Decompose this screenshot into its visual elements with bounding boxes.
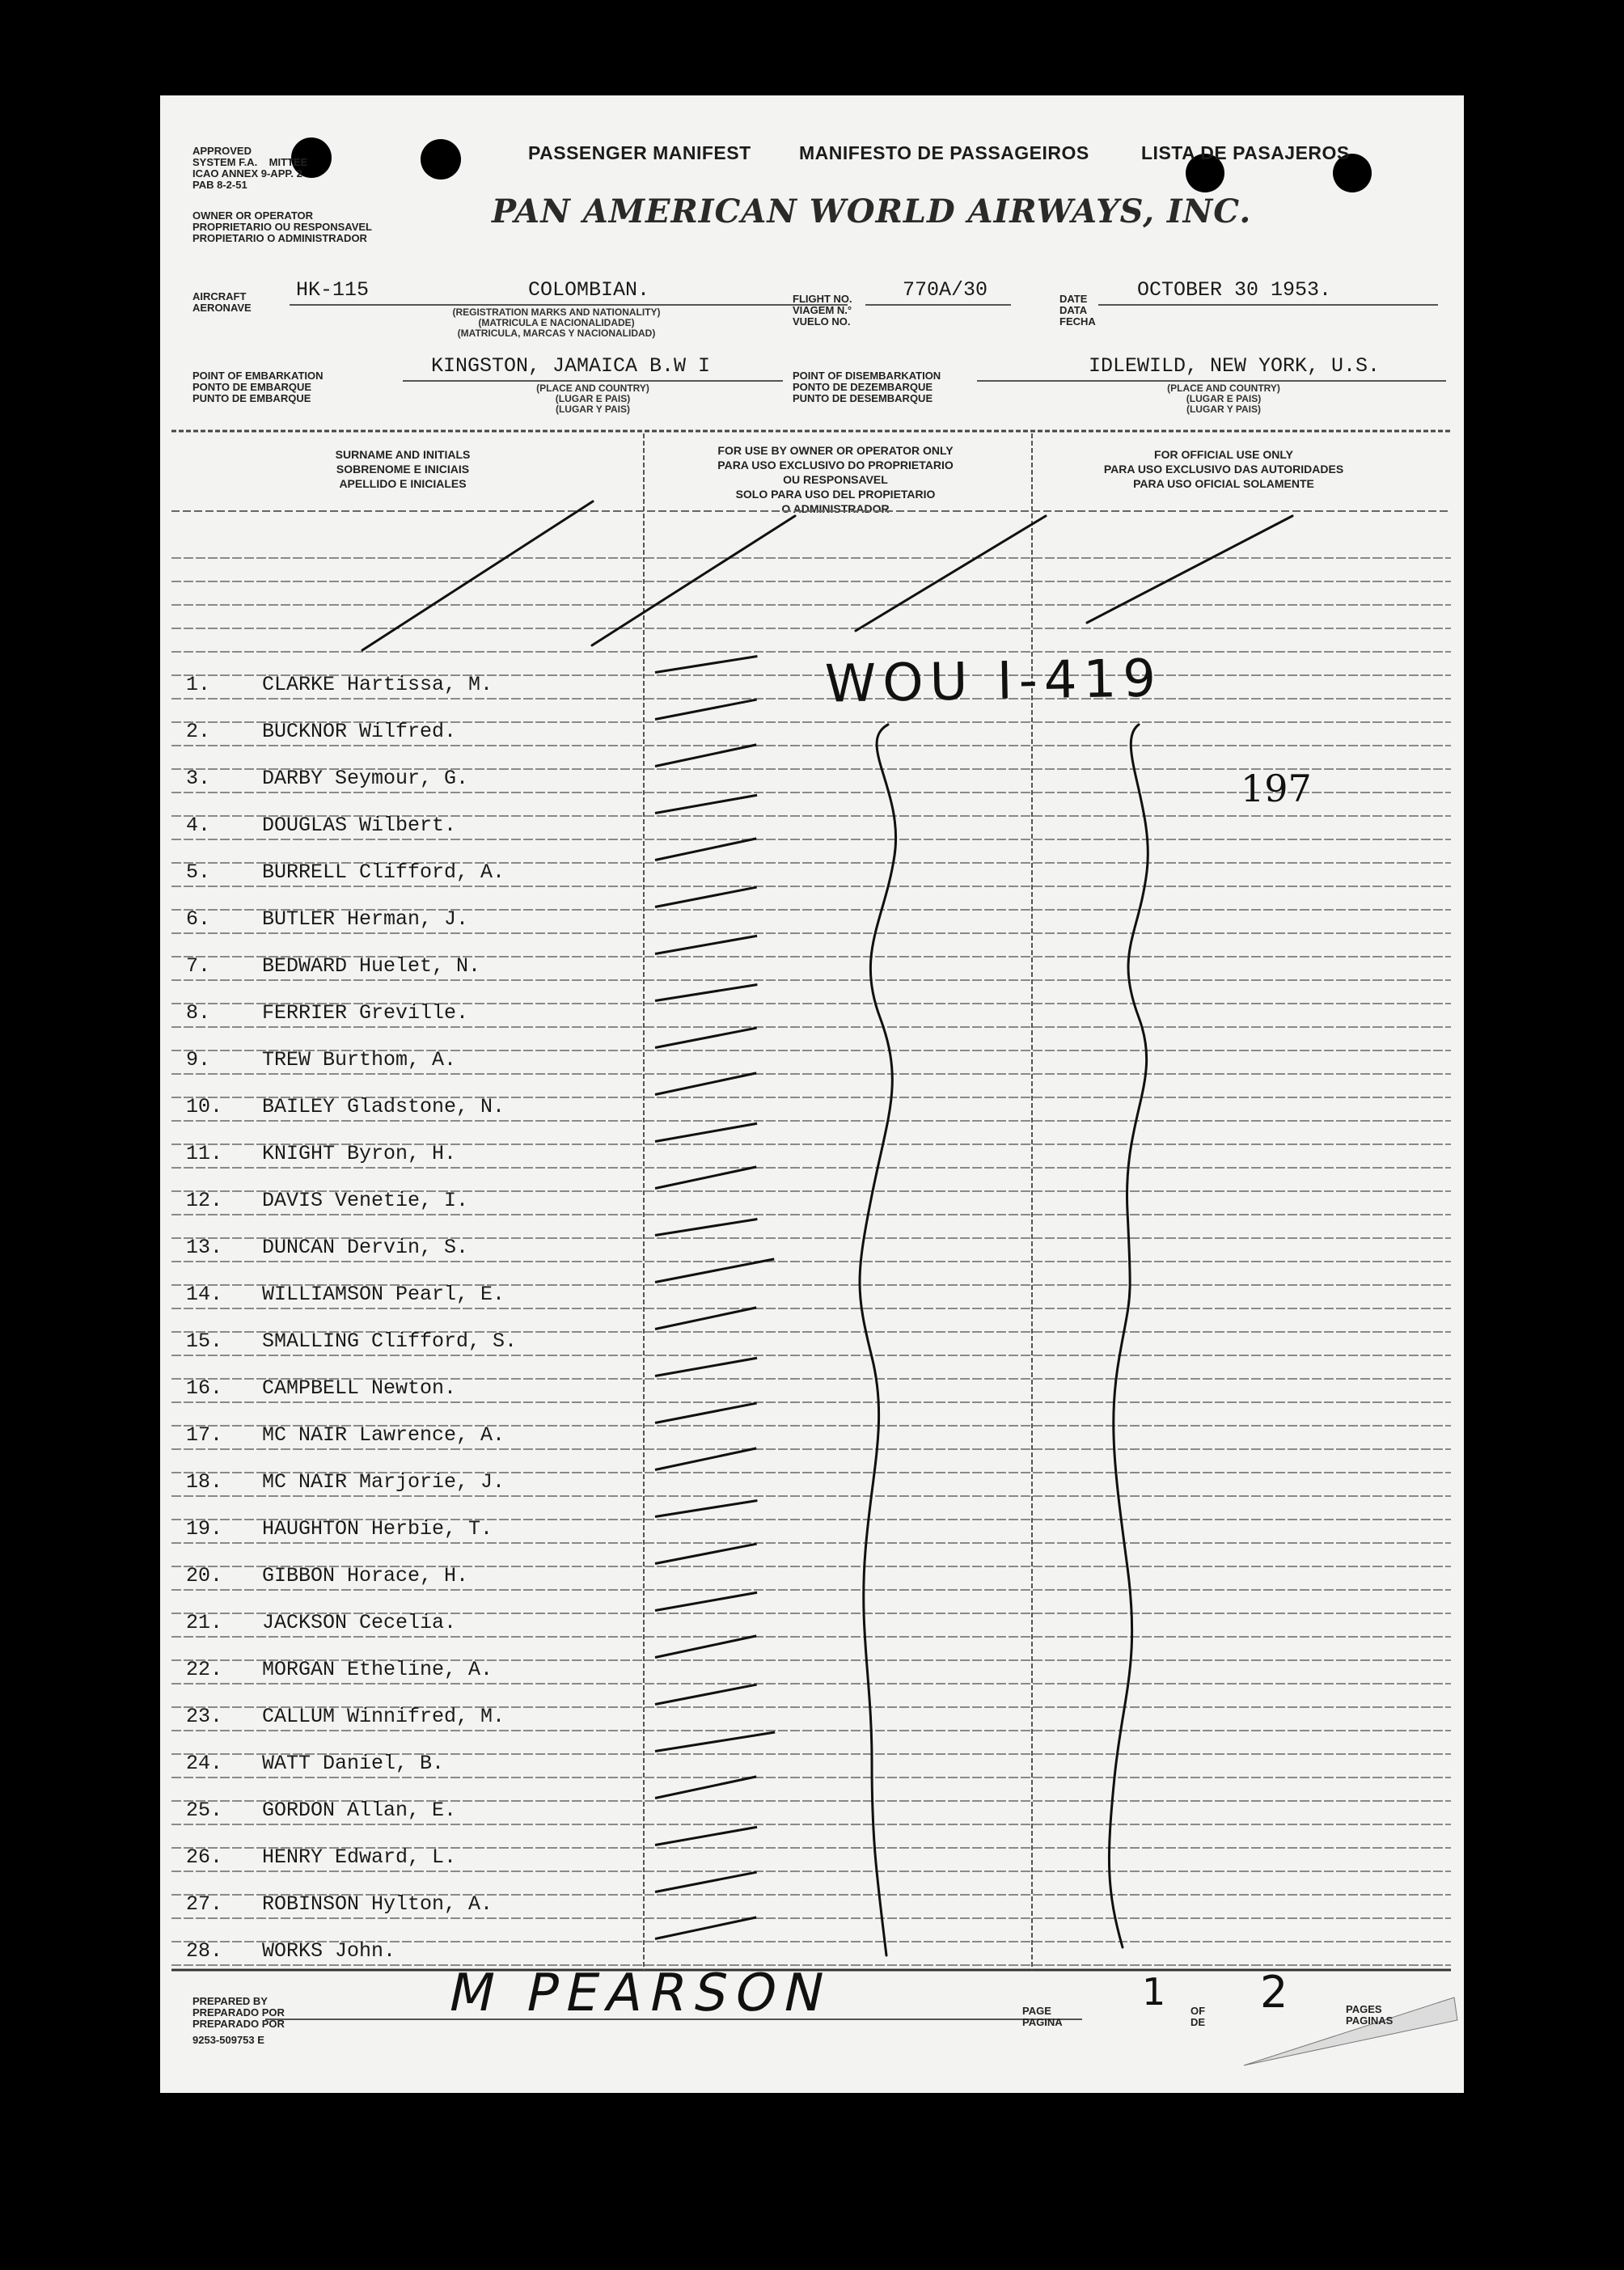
list-item (186, 993, 1432, 1038)
manifest-sheet (160, 95, 1464, 2093)
passenger-number: 22. (186, 1658, 223, 1681)
passenger-number: 4. (186, 814, 211, 837)
passenger-name: ROBINSON Hylton, A. (262, 1892, 493, 1916)
passenger-number: 3. (186, 767, 211, 790)
form-number: 9253-509753 E (192, 2034, 264, 2046)
passenger-name: BUTLER Herman, J. (262, 907, 469, 931)
aircraft-nationality: COLOMBIAN. (528, 278, 650, 302)
passenger-name: BUCKNOR Wilfred. (262, 720, 457, 743)
passenger-name: WATT Daniel, B. (262, 1752, 445, 1775)
passenger-name: JACKSON Cecelia. (262, 1611, 457, 1634)
passenger-number: 17. (186, 1423, 223, 1447)
passenger-name: CLARKE Hartissa, M. (262, 673, 493, 696)
total-pages: 2 (1260, 1967, 1288, 2018)
passenger-number: 19. (186, 1517, 223, 1541)
passenger-number: 5. (186, 860, 211, 884)
passenger-name: DARBY Seymour, G. (262, 767, 469, 790)
aircraft-label: AIRCRAFT AERONAVE (192, 290, 252, 314)
passenger-number: 9. (186, 1048, 211, 1072)
passenger-name: WILLIAMSON Pearl, E. (262, 1283, 505, 1306)
passenger-number: 24. (186, 1752, 223, 1775)
pages-label: PAGES PAGINAS (1346, 2003, 1394, 2027)
passenger-number: 1. (186, 673, 211, 696)
embark-label: POINT OF EMBARKATION PONTO DE EMBARQUE PUNTO DE EMBARQUE (192, 370, 324, 404)
operator-name: PAN AMERICAN WORLD AIRWAYS, INC. (492, 192, 1252, 230)
list-item (186, 899, 1432, 945)
page-label: PAGE PAGINA (1022, 2005, 1063, 2028)
passenger-number: 25. (186, 1799, 223, 1822)
handwritten-count: 197 (1241, 767, 1312, 810)
list-item (186, 1650, 1432, 1695)
passenger-name: HAUGHTON Herbie, T. (262, 1517, 493, 1541)
passenger-name: SMALLING Clifford, S. (262, 1329, 518, 1353)
passenger-name: TREW Burthom, A. (262, 1048, 457, 1072)
passenger-number: 6. (186, 907, 211, 931)
handwritten-stamp: WOU I-419 (824, 649, 1163, 715)
passenger-name: DOUGLAS Wilbert. (262, 814, 457, 837)
list-item (186, 1415, 1432, 1460)
date-label: DATE DATA FECHA (1059, 293, 1096, 328)
passenger-number: 20. (186, 1564, 223, 1587)
list-item (186, 1556, 1432, 1601)
preparer-signature: M PEARSON (443, 1964, 838, 2023)
cancel-stroke (1087, 516, 1292, 623)
disembark-label: POINT OF DISEMBARKATION PONTO DE DEZEMBARQUE PUNTO DE DESEMBARQUE (793, 370, 941, 404)
passenger-number: 7. (186, 954, 211, 978)
embark-place: KINGSTON, JAMAICA B.W I (431, 354, 711, 378)
passenger-number: 10. (186, 1095, 223, 1118)
disembark-place-sublabel: (PLACE AND COUNTRY) (LUGAR E PAIS) (LUGAR Y PAIS) (1167, 383, 1280, 415)
passenger-name: GIBBON Horace, H. (262, 1564, 469, 1587)
passenger-number: 2. (186, 720, 211, 743)
approval-block: APPROVED SYSTEM F.A. MITTEE ICAO ANNEX 9-APP. 2 PAB 8-2-51 (192, 145, 308, 191)
list-item (186, 1462, 1432, 1507)
passenger-number: 27. (186, 1892, 223, 1916)
list-item (186, 1040, 1432, 1085)
list-item (186, 852, 1432, 898)
passenger-number: 28. (186, 1939, 223, 1963)
operator-label: OWNER OR OPERATOR PROPRIETARIO OU RESPONSAVEL PROPIETARIO O ADMINISTRADOR (192, 209, 372, 244)
passenger-name: WORKS John. (262, 1939, 396, 1963)
passenger-name: BAILEY Gladstone, N. (262, 1095, 505, 1118)
list-item (186, 1884, 1432, 1930)
list-item (186, 1087, 1432, 1132)
title-manifesto: MANIFESTO DE PASSAGEIROS (799, 142, 1089, 163)
passenger-number: 26. (186, 1845, 223, 1869)
flight-date: OCTOBER 30 1953. (1137, 278, 1332, 302)
list-item (186, 1744, 1432, 1789)
passenger-name: DUNCAN Dervin, S. (262, 1236, 469, 1259)
list-item (186, 712, 1432, 757)
passenger-number: 8. (186, 1001, 211, 1025)
list-item (186, 759, 1432, 804)
prepared-label: PREPARED BY PREPARADO POR PREPARADO POR (192, 1995, 285, 2030)
col-header-official: FOR OFFICIAL USE ONLY PARA USO EXCLUSIVO DAS AUTORIDADES PARA USO OFICIAL SOLAMENTE (1103, 448, 1344, 490)
list-item (186, 1368, 1432, 1414)
cancel-stroke (856, 516, 1046, 631)
list-item (186, 1181, 1432, 1226)
list-item (186, 1228, 1432, 1273)
list-item (186, 946, 1432, 991)
embark-place-sublabel: (PLACE AND COUNTRY) (LUGAR E PAIS) (LUGAR Y PAIS) (536, 383, 649, 415)
passenger-name: BURRELL Clifford, A. (262, 860, 505, 884)
passenger-number: 15. (186, 1329, 223, 1353)
disembark-place: IDLEWILD, NEW YORK, U.S. (1089, 354, 1381, 378)
col-header-operator: FOR USE BY OWNER OR OPERATOR ONLY PARA USO EXCLUSIVO DO PROPRIETARIO OU RESPONSAVEL SOLO PARA USO DEL PROPIETARIO O ADMINISTRADOR (717, 444, 954, 515)
flight-number: 770A/30 (903, 278, 988, 302)
passenger-number: 13. (186, 1236, 223, 1259)
list-item (186, 1134, 1432, 1179)
passenger-number: 11. (186, 1142, 223, 1165)
of-label: OF DE (1191, 2005, 1206, 2028)
list-item (186, 665, 1432, 710)
passenger-name: CALLUM Winnifred, M. (262, 1705, 505, 1728)
aircraft-registration: HK-115 (296, 278, 370, 302)
passenger-number: 23. (186, 1705, 223, 1728)
passenger-name: CAMPBELL Newton. (262, 1376, 457, 1400)
passenger-number: 18. (186, 1470, 223, 1494)
list-item (186, 1603, 1432, 1648)
passenger-number: 16. (186, 1376, 223, 1400)
passenger-name: KNIGHT Byron, H. (262, 1142, 457, 1165)
passenger-number: 21. (186, 1611, 223, 1634)
passenger-name: MC NAIR Lawrence, A. (262, 1423, 505, 1447)
passenger-number: 14. (186, 1283, 223, 1306)
list-item (186, 1837, 1432, 1883)
title-passenger-manifest: PASSENGER MANIFEST (528, 142, 751, 163)
passenger-number: 12. (186, 1189, 223, 1212)
page-number: 1 (1142, 1970, 1166, 2014)
flight-label: FLIGHT NO. VIAGEM N.° VUELO NO. (793, 293, 852, 328)
title-lista: LISTA DE PASAJEROS (1141, 142, 1350, 163)
list-item (186, 805, 1432, 851)
registration-sublabel: (REGISTRATION MARKS AND NATIONALITY) (MATRICULA E NACIONALIDADE) (MATRICULA, MARCAS Y NACIONALIDAD) (452, 306, 661, 339)
passenger-name: FERRIER Greville. (262, 1001, 469, 1025)
col-header-names: SURNAME AND INITIALS SOBRENOME E INICIAIS APELLIDO E INICIALES (335, 448, 471, 490)
list-item (186, 1321, 1432, 1367)
passenger-name: BEDWARD Huelet, N. (262, 954, 481, 978)
list-item (186, 1697, 1432, 1742)
passenger-name: GORDON Allan, E. (262, 1799, 457, 1822)
passenger-name: DAVIS Venetie, I. (262, 1189, 469, 1212)
list-item (186, 1274, 1432, 1320)
passenger-name: HENRY Edward, L. (262, 1845, 457, 1869)
passenger-name: MC NAIR Marjorie, J. (262, 1470, 505, 1494)
list-item (186, 1790, 1432, 1836)
list-item (186, 1509, 1432, 1554)
passenger-name: MORGAN Etheline, A. (262, 1658, 493, 1681)
